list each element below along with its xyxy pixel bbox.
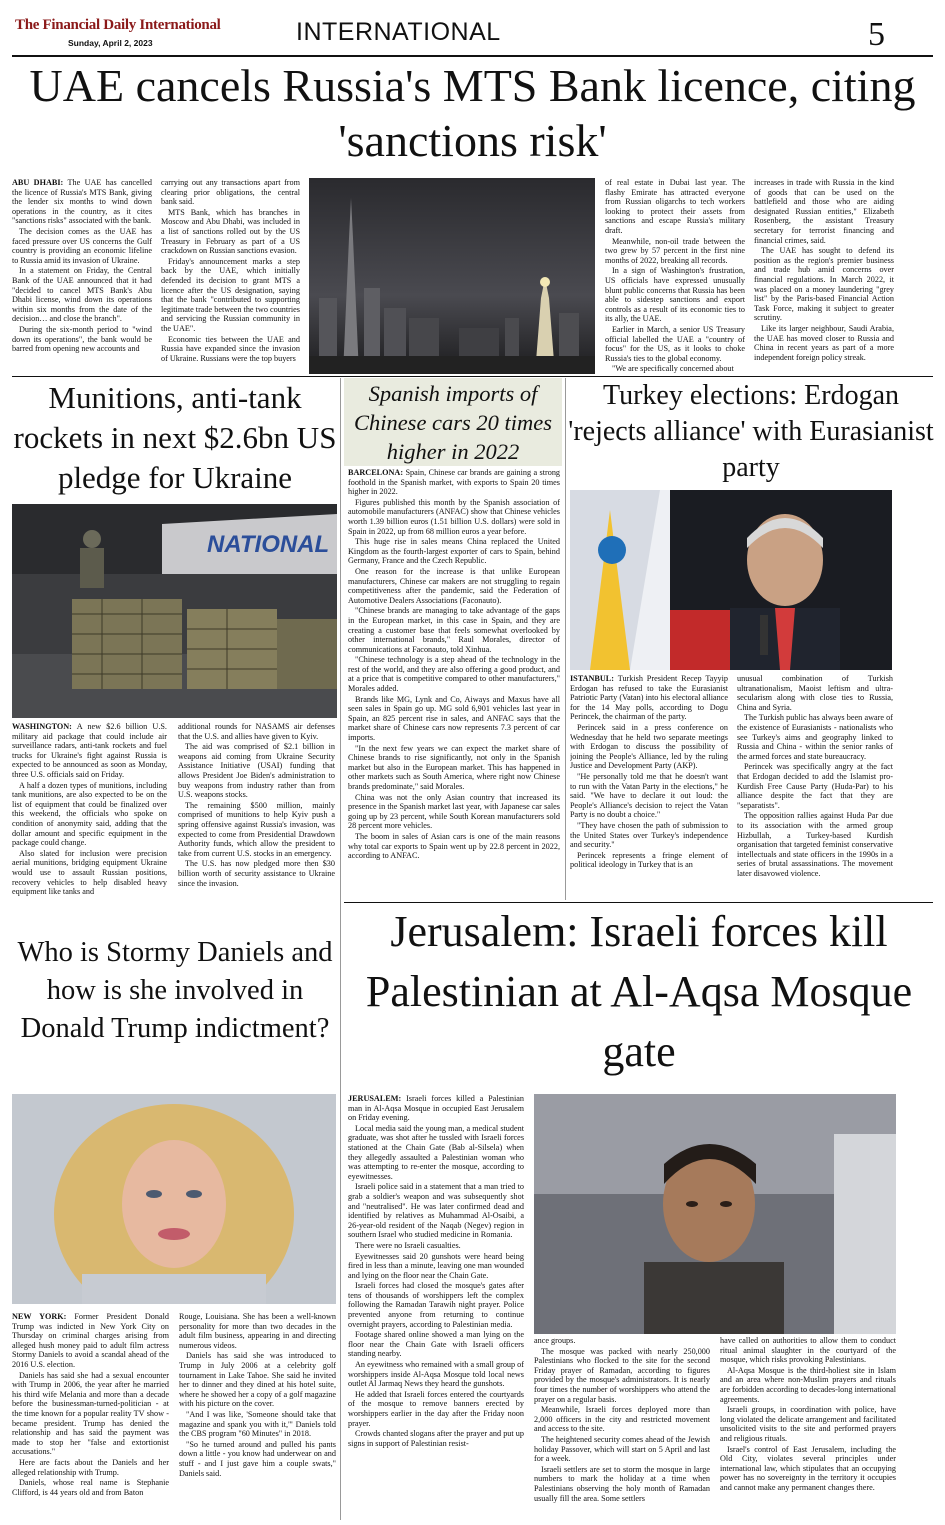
munitions-photo — [12, 504, 337, 718]
dubai-skyline-photo — [309, 178, 595, 374]
uae-column-3: of real estate in Dubai last year. The flashy Emirate has attracted everyone from Russian oligarchs to tech workers looking to protect their assets from sanctions and escape Russia's military draft. Meanwhile, non-oil trade between the two grew by 57 percent in the first nine months of 2022, breaking all records. In a sign of Washington's frustration, US officials have expressed unusually blunt public concerns that Russia has been able to sidestep sanctions and export controls as a result of its economic ties to its ally, the UAE. Earlier in March, a senior US Treasury official labelled the UAE a "country of focus" for the US, as it looks to choke Russia's ties to the global economy. "We are specifically concerned about — [605, 178, 745, 374]
jerusalem-column-1: JERUSALEM: Israeli forces killed a Palestinian man in Al-Aqsa Mosque in occupied East Jerusalem on Friday evening. Local media said the young man, a medical student graduate, was shot after he tussled with Israeli forces stationed at the Chain Gate (Bab al-Silsela) when they allegedly assaulted a Palestinian woman who was attempting to re-enter the mosque, according to eyewitnesses. Israeli police said in a statement that a man tried to grab a soldier's weapon and was subsequently shot and "neutralised". He was later confirmed dead and identified by relatives as Muhammad Al-Osaibi, a 26-year-old resident of the Naqab (Negev) region in southern Israel who studied medicine in Romania. There were no Israeli casualties. Eyewitnesses said 20 gunshots were heard being fired in less than a minute, leaving one man wounded and lying on the floor near the Chain Gate. Israeli forces had closed the mosque's gates after tens of thousands of worshippers left the complex following the Ramadan Tarawih night prayer. Police prevented anyone from returning to continue overnight prayers, according to Palestinian media. Footage shared online showed a man lying on the floor near the Chain Gate with Israeli officers standing nearby. An eyewitness who remained with a small group of worshippers inside Al-Aqsa Mosque told local news outlet Al Jarmaq News they heard the gunshots. He added that Israeli forces entered the courtyards of the mosque to remove banners erected by worshippers earlier in the day after the Friday noon prayer. Crowds chanted slogans after the prayer and put up signs in support of Palestinian resist- — [348, 1094, 524, 1448]
uae-column-1: ABU DHABI: The UAE has cancelled the licence of Russia's MTS Bank, giving the lender six months to wind down operations in the country, as it cites "sanctions risks" associated with the bank. The decision comes as the UAE has faced pressure over US concerns the Gulf country is providing an economic lifeline to Russia amid its invasion of Ukraine. In a statement on Friday, the Central Bank of the UAE announced that it had "decided to cancel MTS Bank's Abu Dhabi license, wind down its operations within six months from the date of the decision… and close the branch". During the six-month period to "wind down its operations", the bank would be barred from opening new accounts and — [12, 178, 152, 354]
turkey-headline: Turkey elections: Erdogan 'rejects alliance' with Eurasianist party — [568, 380, 934, 483]
turkey-column-1: ISTANBUL: Turkish President Recep Tayyip Erdogan has refused to take the Eurasianist Patriotic Party (Vatan) into his electoral alliance for the 14 May polls, according to Dogu Perincek, the chairman of the party. Perincek said in a press conference on Wednesday that he held two separate meetings with Erdogan to discuss the possibility of joining the People's Alliance, led by the ruling Justice and Development Party (AKP). "He personally told me that he doesn't want to run with the Vatan Party in the elections," he said. "We have to declare it out loud: the People's Alliance's decision to reject the Vatan Party is no doubt a choice." "They have chosen the path of submission to the United States over Turkey's independence and security." Perincek represents a fringe element of political ideology in Turkey that is an — [570, 674, 728, 870]
jerusalem-headline: Jerusalem: Israeli forces kill Palestinian at Al-Aqsa Mosque gate — [365, 907, 913, 1076]
masthead — [0, 0, 945, 56]
jerusalem-dateline: JERUSALEM: — [348, 1094, 402, 1103]
turkey-column-2: unusual combination of Turkish ultranationalism, Maoist leftism and ultra-secularism along with close ties to Russia, China and Syria. The Turkish public has always been aware of the existence of Eurasianists - nationalists who see Turkey's aims and geography linked to Russia and China - within the senior ranks of the armed forces and state bureaucracy. Perincek was specifically angry at the fact that Erdogan decided to add the Islamist pro-Kurdish Free Cause Party (Huda-Par) to his alliance despite the fact that they are "separatists". The opposition rallies against Huda Par due to its association with the armed group Hizbullah, a Turkey-based Kurdish organisation that targeted feminist conservative intellectuals and state officers in the 1990s in a series of brutal assassinations. The movement later disavowed violence. — [737, 674, 893, 878]
stormy-dateline: NEW YORK: — [12, 1312, 67, 1321]
uae-headline: UAE cancels Russia's MTS Bank licence, citing 'sanctions risk' — [29, 60, 916, 166]
jerusalem-column-3: have called on authorities to allow them to conduct ritual animal slaughter in the courtyard of the mosque, which risks provoking Palestinians. Al-Aqsa Mosque is the third-holiest site in Islam and an area where non-Muslim prayers and rituals are forbidden according to decades-long international agreements. Israeli groups, in coordination with police, have long violated the delicate arrangement and facilitated unsolicited visits to the site and performed prayers and religious rituals. Israel's control of East Jerusalem, including the Old City, violates several principles under international law, which stipulates that an occupying power has no sovereignty in the territory it occupies and cannot make any permanent changes there. — [720, 1336, 896, 1492]
uae-dateline: ABU DHABI: — [12, 178, 64, 187]
column-divider-right — [565, 378, 566, 900]
turkey-dateline: ISTANBUL: — [570, 674, 614, 683]
page-number: 5 — [868, 16, 885, 53]
spain-dateline: BARCELONA: — [348, 468, 404, 477]
stormy-daniels-photo — [12, 1094, 336, 1304]
masthead-rule — [12, 55, 933, 57]
uae-column-2: carrying out any transactions apart from clearing prior obligations, the central bank said. MTS Bank, which has branches in Moscow and Abu Dhabi, was included in a list of sanctions rolled out by the US Treasury in February as part of a US crackdown on Russian sanctions evasion. Friday's announcement marks a step back by the UAE, which initially defended its decision to grant MTS a licence after the US designation, saying that the bank "contributed to supporting legitimate trade between the two countries and servicing the Russian community in the UAE". Economic ties between the UAE and Russia have expanded since the invasion of Ukraine. Russians were the top buyers — [161, 178, 300, 363]
paper-name: The Financial Daily International — [15, 17, 221, 33]
spain-headline: Spanish imports of Chinese cars 20 times higher in 2022 — [353, 381, 553, 464]
spain-article-body: BARCELONA: Spain, Chinese car brands are gaining a strong foothold in the Spanish market, with exports to Spain 20 times higher in 2022. Figures published this month by the Spanish association of automobile manufacturers (ANFAC) show that Chinese vehicles worth 1.39 billion euros (1.51 billion U.S. dollars) were sold in Spain in 2022, up from 68 million euros a year before. This huge rise in sales means China replaced the United Kingdom as the fourth-largest exporter of cars to Spain, behind Germany, France and the Czech Republic. One reason for the increase is that unlike European manufacturers, Chinese car makers are not struggling to regain competitiveness after the pandemic, said the Federation of Automotive Dealers Associations (Faconauto). "Chinese brands are managing to take advantage of the gaps in the European market, in this case in Spain, and they are creating a customer base that feels somewhat overlooked by other international brands," Raul Morales, director of communications at Faconauto, told Xinhua. "Chinese technology is a step ahead of the technology in the rest of the world, and they are also offering a good product, and at a price that is competitive compared to other manufacturers," Morales added. Brands like MG, Lynk and Co, Aiways and Maxus have all seen sales in Spain go up. MG sold 6,901 vehicles last year in Spain, an 825 percent rise in sales, and ANFAC says that the market share of Chinese cars now represents 7.3 percent of car imports. "In the next few years we can expect the market share of Chinese brands to rise significantly, not only in the Spanish market but also in the European market. This has happened in other markets such as South America, where right now Chinese brands predominate," said Morales. China was not the only Asian country that increased its presence in the Spanish market last year, with Japanese car sales going up by 23 percent, while South Korean manufacturers sold 28 percent more vehicles. The boom in sales of Asian cars is one of the main reasons why total car exports to Spain went up by 22.8 percent in 2022, according to ANFAC. — [348, 468, 560, 861]
spain-box — [344, 378, 562, 900]
jerusalem-column-2: ance groups. The mosque was packed with nearly 250,000 Palestinians who flocked to the site for the second Friday prayer of Ramadan, according to figures provided by the mosque's administrators. It is nearly four times the number of worshippers who attend the prayer on a regular basis. Meanwhile, Israeli forces deployed more than 2,000 officers in the city and restricted movement and access to the site. The heightened security comes ahead of the Jewish holiday Passover, which will start on 5 April and last for a week. Israeli settlers are set to storm the mosque in large numbers to mark the holiday at a time when Palestinians observing the holy month of Ramadan usually fill the area. Some settlers — [534, 1336, 710, 1503]
munitions-column-1: WASHINGTON: A new $2.6 billion U.S. military aid package that could include air surveillance radars, anti-tank rockets and fuel trucks for Ukraine's fight against Russia is expected to be announced as soon as Monday, three U.S. officials said on Friday. A half a dozen types of munitions, including tank munitions, are also expected to be on the list of equipment that could be finalized over this weekend, the officials who spoke on condition of anonymity said, adding that the dollar amount and specific equipment in the package could change. Also slated for inclusion were precision aerial munitions, bridging equipment Ukraine would use to assault Russian positions, recovery vehicles to help disabled heavy equipment like tanks and — [12, 722, 167, 897]
munitions-dateline: WASHINGTON: — [12, 722, 72, 731]
munitions-column-2: additional rounds for NASAMS air defenses that the U.S. and allies have given to Kyiv. The aid was comprised of $2.1 billion in weapons aid coming from Ukraine Security Assistance Initiative (USAI) funding that allows President Joe Biden's administration to buy weapons from industry rather than from U.S. weapons stocks. The remaining $500 million, mainly comprised of munitions to help Kyiv push a spring offensive against Russia's invasion, was expected to come from Presidential Drawdown Authority funds, which allow the president to take from current U.S. stocks in an emergency. The U.S. has now pledged more then $30 billion worth of security assistance to Ukraine since the invasion. — [178, 722, 335, 888]
row-divider — [12, 376, 933, 377]
stormy-column-1: NEW YORK: Former President Donald Trump was indicted in New York City on Thursday on criminal charges arising from alleged hush money paid to adult film actress Stormy Daniels to avoid a scandal ahead of the 2016 U.S. election. Daniels has said she had a sexual encounter with Trump in 2006, the year after he married his third wife Melania and more than a decade before the businessman-turned-politician - at the time known for a popular reality TV show - became president. Trump has denied the relationship and has said the payment was made to stop her "false and extortionist accusations." Here are facts about the Daniels and her alleged relationship with Trump. Daniels, whose real name is Stephanie Clifford, is 44 years old and from Baton — [12, 1312, 169, 1497]
stormy-headline: Who is Stormy Daniels and how is she involved in Donald Trump indictment? — [17, 937, 333, 1044]
jerusalem-victim-photo — [534, 1094, 896, 1334]
issue-date: Sunday, April 2, 2023 — [68, 38, 153, 48]
aircraft-livery-text: NATIONAL — [207, 531, 330, 558]
uae-column-4: increases in trade with Russia in the kind of goods that can be used on the battlefield and those who are aiding designated Russian entities," Elizabeth Rosenberg, the assistant Treasury secretary for terrorist financing and financial crimes, said. The UAE has sought to defend its position as the region's premier business and trade hub amid concerns over financial regulations. In March 2022, it was placed on a money laundering "grey list" by the Paris-based Financial Action Task Force, making it subject to greater scrutiny. Like its larger neighbour, Saudi Arabia, the UAE has moved closer to Russia and China in recent years as part of a more independent foreign policy streak. — [754, 178, 894, 362]
munitions-headline: Munitions, anti-tank rockets in next $2.6bn US pledge for Ukraine — [13, 380, 337, 495]
stormy-column-2: Rouge, Louisiana. She has been a well-known personality for more than two decades in the adult film business, appearing in and directing numerous videos. Daniels has said she was introduced to Trump in July 2006 at a celebrity golf tournament in Lake Tahoe. She said he invited her to dinner and they dined at his hotel suite, where he showed her a copy of a golf magazine with his picture on the cover. "And I was like, 'Someone should take that magazine and spank you with it,'" Daniels told the CBS program "60 Minutes" in 2018. "So he turned around and pulled his pants down a little - you know had underwear on and stuff - and I just gave him a couple swats," Daniels said. — [179, 1312, 336, 1478]
erdogan-photo — [570, 490, 892, 670]
section-title: INTERNATIONAL — [296, 18, 501, 46]
column-divider-left — [340, 378, 341, 1520]
